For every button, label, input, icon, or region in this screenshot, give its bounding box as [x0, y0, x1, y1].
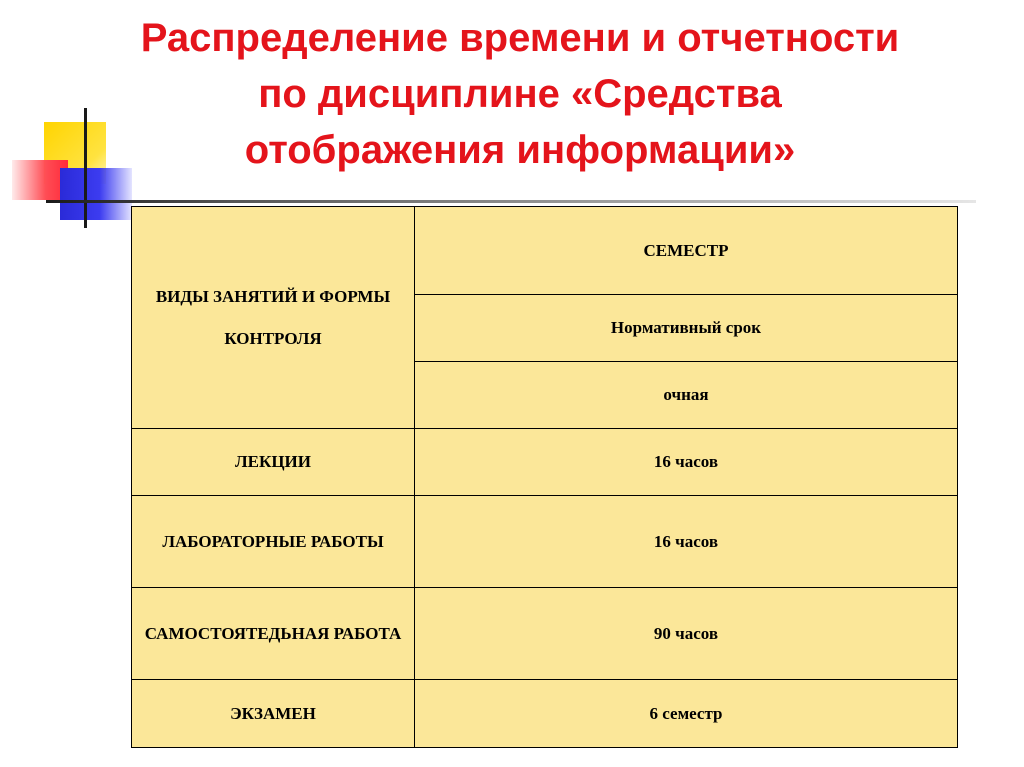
header-semester: СЕМЕСТР [415, 207, 958, 295]
title-line-2: по дисциплине «Средства [258, 72, 782, 116]
table-header-row [132, 207, 958, 295]
header-normative-term: Нормативный срок [415, 295, 958, 362]
hours-table [131, 206, 958, 748]
table-row [132, 429, 958, 496]
title-line-1: Распределение времени и отчетности [140, 16, 900, 60]
header-activity-types: ВИДЫ ЗАНЯТИЙ И ФОРМЫ КОНТРОЛЯ [132, 207, 415, 429]
row-value: 90 часов [415, 588, 958, 680]
slide-title [40, 10, 1000, 178]
row-activity: САМОСТОЯТЕДЬНАЯ РАБОТА [132, 588, 415, 680]
title-line-3: отображения информации» [244, 128, 796, 172]
row-activity: ЭКЗАМЕН [132, 680, 415, 748]
table-row [132, 680, 958, 748]
decor-horizontal-line [46, 200, 976, 203]
row-value: 16 часов [415, 429, 958, 496]
row-value: 6 семестр [415, 680, 958, 748]
header-study-form: очная [415, 362, 958, 429]
table-row [132, 588, 958, 680]
table-row [132, 496, 958, 588]
row-activity: ЛЕКЦИИ [132, 429, 415, 496]
row-value: 16 часов [415, 496, 958, 588]
row-activity: ЛАБОРАТОРНЫЕ РАБОТЫ [132, 496, 415, 588]
